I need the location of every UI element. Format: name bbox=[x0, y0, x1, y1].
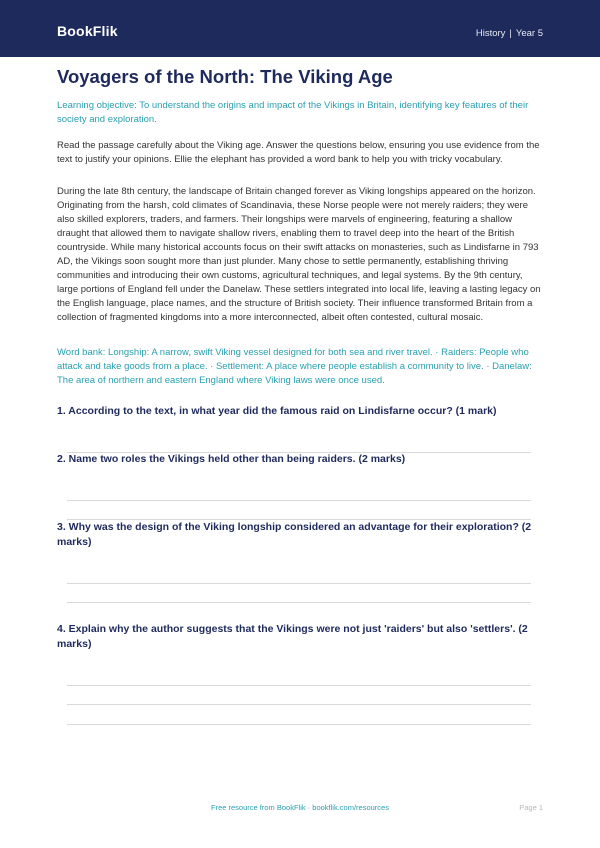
answer-line[interactable] bbox=[67, 500, 531, 501]
reading-passage: During the late 8th century, the landscape of Britain changed forever as Viking longships appeared on the horizon. Originating from the harsh, cold climates of Scandinavia, these Norse people were not merely raiders; they were also skilled explorers, traders, and farmers. Their longships were marvels of engineering, featuring a shallow draught that allowed them to navigate shallow rivers, enabling them to travel deep into the heart of the British countryside. While many historical accounts focus on their swift attacks on monasteries, such as Lindisfarne in 793 AD, the Vikings soon sought more than just plunder. Many chose to settle permanently, establishing thriving communities and introducing their own customs, agricultural techniques, and legal systems. By the 9th century, large portions of England fell under the Danelaw. These settlers integrated into local life, leaving a lasting legacy on the English language, place names, and the structure of British society. Their influence transformed Britain from a collection of fragmented kingdoms into a more interconnected, albeit often contested, cultural mosaic. bbox=[57, 186, 541, 323]
answer-line[interactable] bbox=[67, 724, 531, 725]
question-2: 2. Name two roles the Vikings held other than being raiders. (2 marks) bbox=[57, 453, 406, 465]
learning-objective: Learning objective: To understand the origins and impact of the Vikings in Britain, identifying key features of their society and exploration. bbox=[57, 100, 529, 125]
footer-credit: Free resource from BookFlik · bookflik.com/resources bbox=[211, 803, 389, 812]
answer-line[interactable] bbox=[67, 704, 531, 705]
question-3: 3. Why was the design of the Viking longship considered an advantage for their exploration? (2 marks) bbox=[57, 521, 532, 548]
separator: | bbox=[509, 28, 512, 39]
page-number: Page 1 bbox=[519, 803, 543, 812]
year-label: Year 5 bbox=[515, 28, 543, 39]
question-1: 1. According to the text, in what year did the famous raid on Lindisfarne occur? (1 mark) bbox=[57, 405, 497, 417]
answer-line[interactable] bbox=[67, 602, 531, 603]
instructions-paragraph: Read the passage carefully about the Viking age. Answer the questions below, ensuring you use evidence from the text to justify your opinions. Ellie the elephant has provided a word bank to help you with tricky vocabulary. bbox=[57, 140, 540, 165]
answer-line[interactable] bbox=[67, 685, 531, 686]
word-bank: Word bank: Longship: A narrow, swift Viking vessel designed for both sea and river travel. · Raiders: People who attack and take goods from a place. · Settlement: A place where people establish a community to live. · Danelaw: The area of northern and eastern England where Viking laws were once used. bbox=[57, 347, 532, 386]
subject-label: History bbox=[475, 28, 506, 39]
question-4: 4. Explain why the author suggests that the Vikings were not just 'raiders' but also 'settlers'. (2 marks) bbox=[57, 623, 528, 650]
page-header bbox=[0, 0, 600, 57]
worksheet-title: Voyagers of the North: The Viking Age bbox=[57, 66, 393, 87]
brand-logo: BookFlik bbox=[57, 23, 118, 39]
answer-line[interactable] bbox=[67, 583, 531, 584]
subject-year-label bbox=[476, 28, 543, 39]
